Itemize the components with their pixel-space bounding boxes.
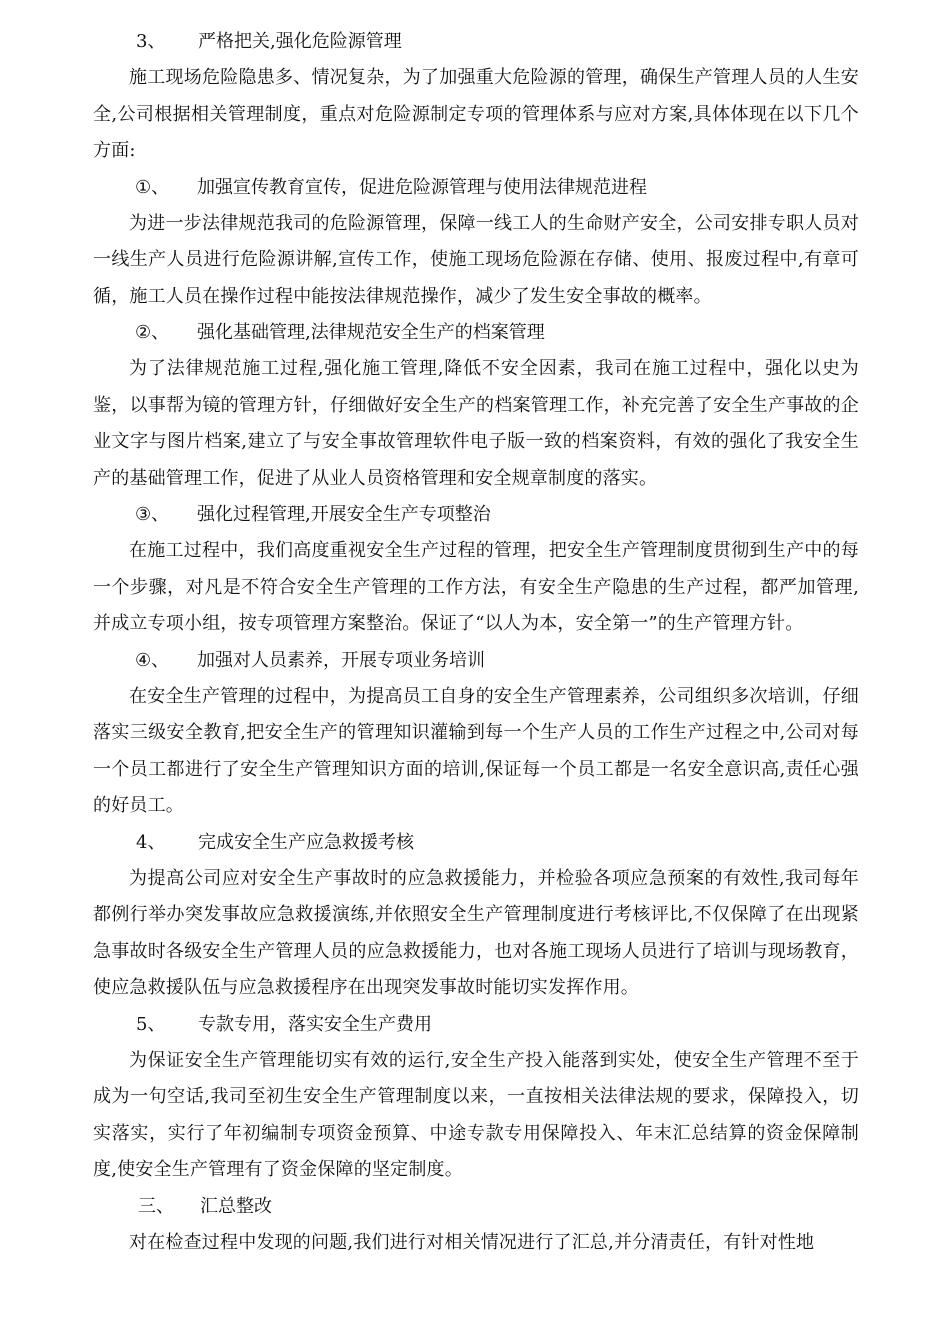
subsection-heading-2 — [93, 315, 859, 351]
paragraph: 在施工过程中，我们高度重视安全生产过程的管理，把安全生产管理制度贯彻到生产中的每一个步骤，对凡是不符合安全生产管理的工作方法，有安全生产隐患的生产过程，都严加管理,并成立专项小组，按专项管理方案整治。保证了“以人为本，安全第一”的生产管理方针。 — [93, 540, 859, 634]
heading-title: 汇总整改 — [200, 1195, 272, 1217]
section-heading-3 — [93, 24, 859, 60]
heading-title: 强化过程管理,开展安全生产专项整治 — [197, 504, 491, 525]
paragraph: 为保证安全生产管理能切实有效的运行,安全生产投入能落到实处，使安全生产管理不至于成为一句空话,我司至初生安全生产管理制度以来，一直按相关法律法规的要求，保障投入，切实落实，实行了年初编制专项资金预算、中途专款专用保障投入、年末汇总结算的资金保障制度,使安全生产管理有了资金保障的坚定制度。 — [93, 1049, 859, 1180]
heading-title: 强化基础管理,法律规范安全生产的档案管理 — [197, 322, 545, 343]
heading-title: 专款专用，落实安全生产费用 — [198, 1013, 432, 1035]
heading-number: ①、 — [135, 176, 170, 198]
subsection-heading-3 — [93, 497, 859, 533]
heading-number: ④、 — [135, 649, 170, 671]
heading-number: ③、 — [135, 504, 170, 525]
paragraph: 施工现场危险隐患多、情况复杂，为了加强重大危险源的管理，确保生产管理人员的人生安全,公司根据相关管理制度，重点对危险源制定专项的管理体系与应对方案,具体体现在以下几个方面: — [93, 67, 859, 161]
paragraph: 对在检查过程中发现的问题,我们进行对相关情况进行了汇总,并分清责任，有针对性地 — [129, 1231, 815, 1253]
paragraph: 为进一步法律规范我司的危险源管理，保障一线工人的生命财产安全，公司安排专职人员对一线生产人员进行危险源讲解,宣传工作，使施工现场危险源在存储、使用、报废过程中,有章可循，施工人员在操作过程中能按法律规范操作，减少了发生安全事故的概率。 — [93, 212, 859, 307]
paragraph: 为了法律规范施工过程,强化施工管理,降低不安全因素，我司在施工过程中，强化以史为鉴，以事帮为镜的管理方针，仔细做好安全生产的档案管理工作，补充完善了安全生产事故的企业文字与图片档案,建立了与安全事故管理软件电子版一致的档案资料，有效的强化了我安全生产的基础管理工作，促进了从业人员资格管理和安全规章制度的落实。 — [93, 358, 859, 489]
heading-number: 3、 — [136, 31, 166, 52]
subsection-heading-4 — [93, 643, 859, 679]
heading-number: ②、 — [135, 322, 170, 343]
paragraph: 在安全生产管理的过程中，为提高员工自身的安全生产管理素养，公司组织多次培训，仔细落实三级安全教育,把安全生产的管理知识灌输到每一个生产人员的工作生产过程之中,公司对每一个员工都进行了安全生产管理知识方面的培训,保证每一个员工都是一名安全意识高,责任心强的好员工。 — [93, 685, 859, 816]
subsection-heading-1 — [93, 170, 859, 206]
heading-title: 加强对人员素养，开展专项业务培训 — [197, 649, 485, 671]
heading-title: 加强宣传教育宣传，促进危险源管理与使用法律规范进程 — [197, 176, 647, 198]
heading-number: 4、 — [136, 831, 166, 853]
heading-number: 三、 — [138, 1195, 174, 1217]
paragraph: 为提高公司应对安全生产事故时的应急救援能力，并检验各项应急预案的有效性,我司每年都例行举办突发事故应急救援演练,并依照安全生产管理制度进行考核评比,不仅保障了在出现紧急事故时各级安全生产管理人员的应急救援能力，也对各施工现场人员进行了培训与现场教育，使应急救援队伍与应急救援程序在出现突发事故时能切实发挥作用。 — [93, 867, 859, 998]
heading-number: 5、 — [136, 1013, 166, 1035]
section-heading-4 — [93, 825, 859, 861]
heading-title: 严格把关,强化危险源管理 — [198, 31, 402, 52]
section-heading-5 — [93, 1007, 859, 1043]
chapter-heading-3 — [93, 1189, 859, 1225]
document-page — [93, 24, 859, 1261]
heading-title: 完成安全生产应急救援考核 — [198, 831, 414, 853]
